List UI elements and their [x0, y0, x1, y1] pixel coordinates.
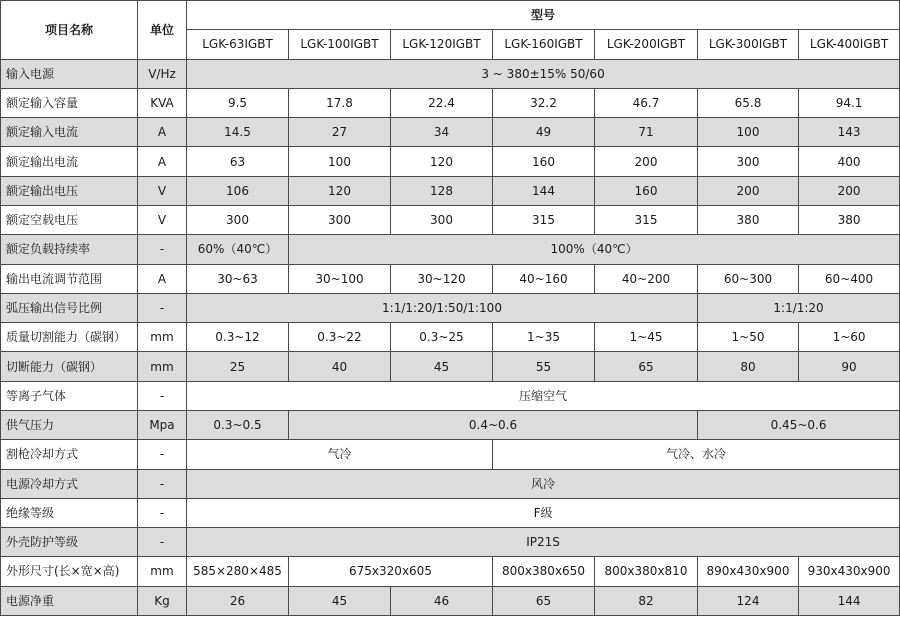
row-unit: A [138, 118, 187, 147]
row-value: 49 [493, 118, 595, 147]
row-value: 128 [391, 176, 493, 205]
row-value: 0.3~12 [187, 323, 289, 352]
table-row [1, 469, 900, 498]
row-value: 34 [391, 118, 493, 147]
table-row [1, 498, 900, 527]
table-row [1, 528, 900, 557]
row-unit: V [138, 205, 187, 234]
row-value: 气冷、水冷 [493, 440, 900, 469]
table-row [1, 264, 900, 293]
row-value: 65 [493, 586, 595, 615]
row-unit: mm [138, 323, 187, 352]
table-row [1, 410, 900, 439]
row-value: 1:1/1:20 [698, 293, 900, 322]
row-value: 100 [289, 147, 391, 176]
row-label: 电源冷却方式 [1, 469, 138, 498]
row-value: 94.1 [799, 88, 900, 117]
row-unit: A [138, 264, 187, 293]
row-label: 电源净重 [1, 586, 138, 615]
row-value: 26 [187, 586, 289, 615]
table-row [1, 88, 900, 117]
table-row [1, 381, 900, 410]
row-unit: - [138, 440, 187, 469]
table-row [1, 440, 900, 469]
row-value: 124 [698, 586, 799, 615]
header-unit: 单位 [138, 1, 187, 60]
row-value: 1~60 [799, 323, 900, 352]
row-unit: Mpa [138, 410, 187, 439]
table-row [1, 352, 900, 381]
row-value: 30~120 [391, 264, 493, 293]
row-value: 30~100 [289, 264, 391, 293]
row-value: IP21S [187, 528, 900, 557]
row-value: 3 ~ 380±15% 50/60 [187, 59, 900, 88]
row-label: 输入电源 [1, 59, 138, 88]
table-row [1, 147, 900, 176]
row-value: 0.3~22 [289, 323, 391, 352]
row-value: 200 [799, 176, 900, 205]
row-value: 300 [289, 205, 391, 234]
row-value: 120 [289, 176, 391, 205]
row-unit: - [138, 235, 187, 264]
header-model-cell: LGK-300IGBT [698, 30, 799, 59]
row-value: 1~35 [493, 323, 595, 352]
table-row [1, 293, 900, 322]
row-value: 100%（40℃） [289, 235, 900, 264]
row-value: 65 [595, 352, 698, 381]
row-unit: V/Hz [138, 59, 187, 88]
table-row [1, 586, 900, 615]
row-value: 风冷 [187, 469, 900, 498]
row-value: 1:1/1:20/1:50/1:100 [187, 293, 698, 322]
row-value: 400 [799, 147, 900, 176]
row-label: 额定输入电流 [1, 118, 138, 147]
row-value: 143 [799, 118, 900, 147]
row-unit: Kg [138, 586, 187, 615]
row-value: 22.4 [391, 88, 493, 117]
row-value: 60~300 [698, 264, 799, 293]
table-row [1, 118, 900, 147]
row-value: 300 [187, 205, 289, 234]
row-value: 90 [799, 352, 900, 381]
table-row [1, 176, 900, 205]
row-value: 气冷 [187, 440, 493, 469]
row-value: 315 [595, 205, 698, 234]
row-value: 40~160 [493, 264, 595, 293]
row-unit: A [138, 147, 187, 176]
row-value: 1~45 [595, 323, 698, 352]
row-value: 200 [698, 176, 799, 205]
row-value: 120 [391, 147, 493, 176]
row-value: 80 [698, 352, 799, 381]
header-item-name: 项目名称 [1, 1, 138, 60]
header-model-cell: LGK-400IGBT [799, 30, 900, 59]
row-value: 45 [391, 352, 493, 381]
row-value: 45 [289, 586, 391, 615]
row-value: 300 [698, 147, 799, 176]
header-model: 型号 [187, 1, 900, 30]
row-label: 弧压输出信号比例 [1, 293, 138, 322]
row-value: 106 [187, 176, 289, 205]
row-value: 27 [289, 118, 391, 147]
row-value: 60~400 [799, 264, 900, 293]
row-label: 质量切割能力（碳钢） [1, 323, 138, 352]
table-row [1, 557, 900, 586]
row-value: 32.2 [493, 88, 595, 117]
row-label: 输出电流调节范围 [1, 264, 138, 293]
row-value: 0.3~0.5 [187, 410, 289, 439]
row-value: 315 [493, 205, 595, 234]
row-label: 等离子气体 [1, 381, 138, 410]
row-value: 40 [289, 352, 391, 381]
row-label: 割枪冷却方式 [1, 440, 138, 469]
row-label: 额定输出电压 [1, 176, 138, 205]
row-label: 供气压力 [1, 410, 138, 439]
row-value: 0.4~0.6 [289, 410, 698, 439]
row-unit: V [138, 176, 187, 205]
row-value: 1~50 [698, 323, 799, 352]
row-unit: - [138, 498, 187, 527]
row-value: 675x320x605 [289, 557, 493, 586]
row-label: 额定输入容量 [1, 88, 138, 117]
row-label: 额定负载持续率 [1, 235, 138, 264]
row-label: 绝缘等级 [1, 498, 138, 527]
header-model-cell: LGK-200IGBT [595, 30, 698, 59]
header-model-cell: LGK-63IGBT [187, 30, 289, 59]
row-unit: - [138, 381, 187, 410]
row-value: 14.5 [187, 118, 289, 147]
row-value: 0.45~0.6 [698, 410, 900, 439]
row-value: 46 [391, 586, 493, 615]
row-value: 200 [595, 147, 698, 176]
row-value: 60%（40℃） [187, 235, 289, 264]
header-model-cell: LGK-120IGBT [391, 30, 493, 59]
row-value: 71 [595, 118, 698, 147]
table-row [1, 235, 900, 264]
row-value: 144 [493, 176, 595, 205]
row-value: 380 [799, 205, 900, 234]
row-value: 9.5 [187, 88, 289, 117]
row-value: 25 [187, 352, 289, 381]
row-value: 380 [698, 205, 799, 234]
row-value: 890x430x900 [698, 557, 799, 586]
row-value: 585×280×485 [187, 557, 289, 586]
row-value: 30~63 [187, 264, 289, 293]
row-value: 160 [493, 147, 595, 176]
row-label: 额定输出电流 [1, 147, 138, 176]
row-unit: - [138, 469, 187, 498]
header-model-cell: LGK-160IGBT [493, 30, 595, 59]
table-row [1, 205, 900, 234]
row-value: 800x380x810 [595, 557, 698, 586]
row-value: 144 [799, 586, 900, 615]
table-row [1, 323, 900, 352]
row-value: 46.7 [595, 88, 698, 117]
row-value: 65.8 [698, 88, 799, 117]
row-value: 压缩空气 [187, 381, 900, 410]
row-value: 82 [595, 586, 698, 615]
row-value: 17.8 [289, 88, 391, 117]
row-unit: KVA [138, 88, 187, 117]
row-value: F级 [187, 498, 900, 527]
row-value: 63 [187, 147, 289, 176]
header-row-1 [1, 1, 900, 30]
row-unit: - [138, 528, 187, 557]
row-value: 930x430x900 [799, 557, 900, 586]
row-unit: - [138, 293, 187, 322]
row-value: 40~200 [595, 264, 698, 293]
row-value: 100 [698, 118, 799, 147]
row-value: 160 [595, 176, 698, 205]
row-label: 额定空载电压 [1, 205, 138, 234]
row-value: 800x380x650 [493, 557, 595, 586]
row-label: 切断能力（碳钢） [1, 352, 138, 381]
row-value: 55 [493, 352, 595, 381]
header-model-cell: LGK-100IGBT [289, 30, 391, 59]
row-value: 300 [391, 205, 493, 234]
row-unit: mm [138, 352, 187, 381]
row-value: 0.3~25 [391, 323, 493, 352]
row-unit: mm [138, 557, 187, 586]
row-label: 外壳防护等级 [1, 528, 138, 557]
table-row [1, 59, 900, 88]
row-label: 外形尺寸(长×宽×高) [1, 557, 138, 586]
